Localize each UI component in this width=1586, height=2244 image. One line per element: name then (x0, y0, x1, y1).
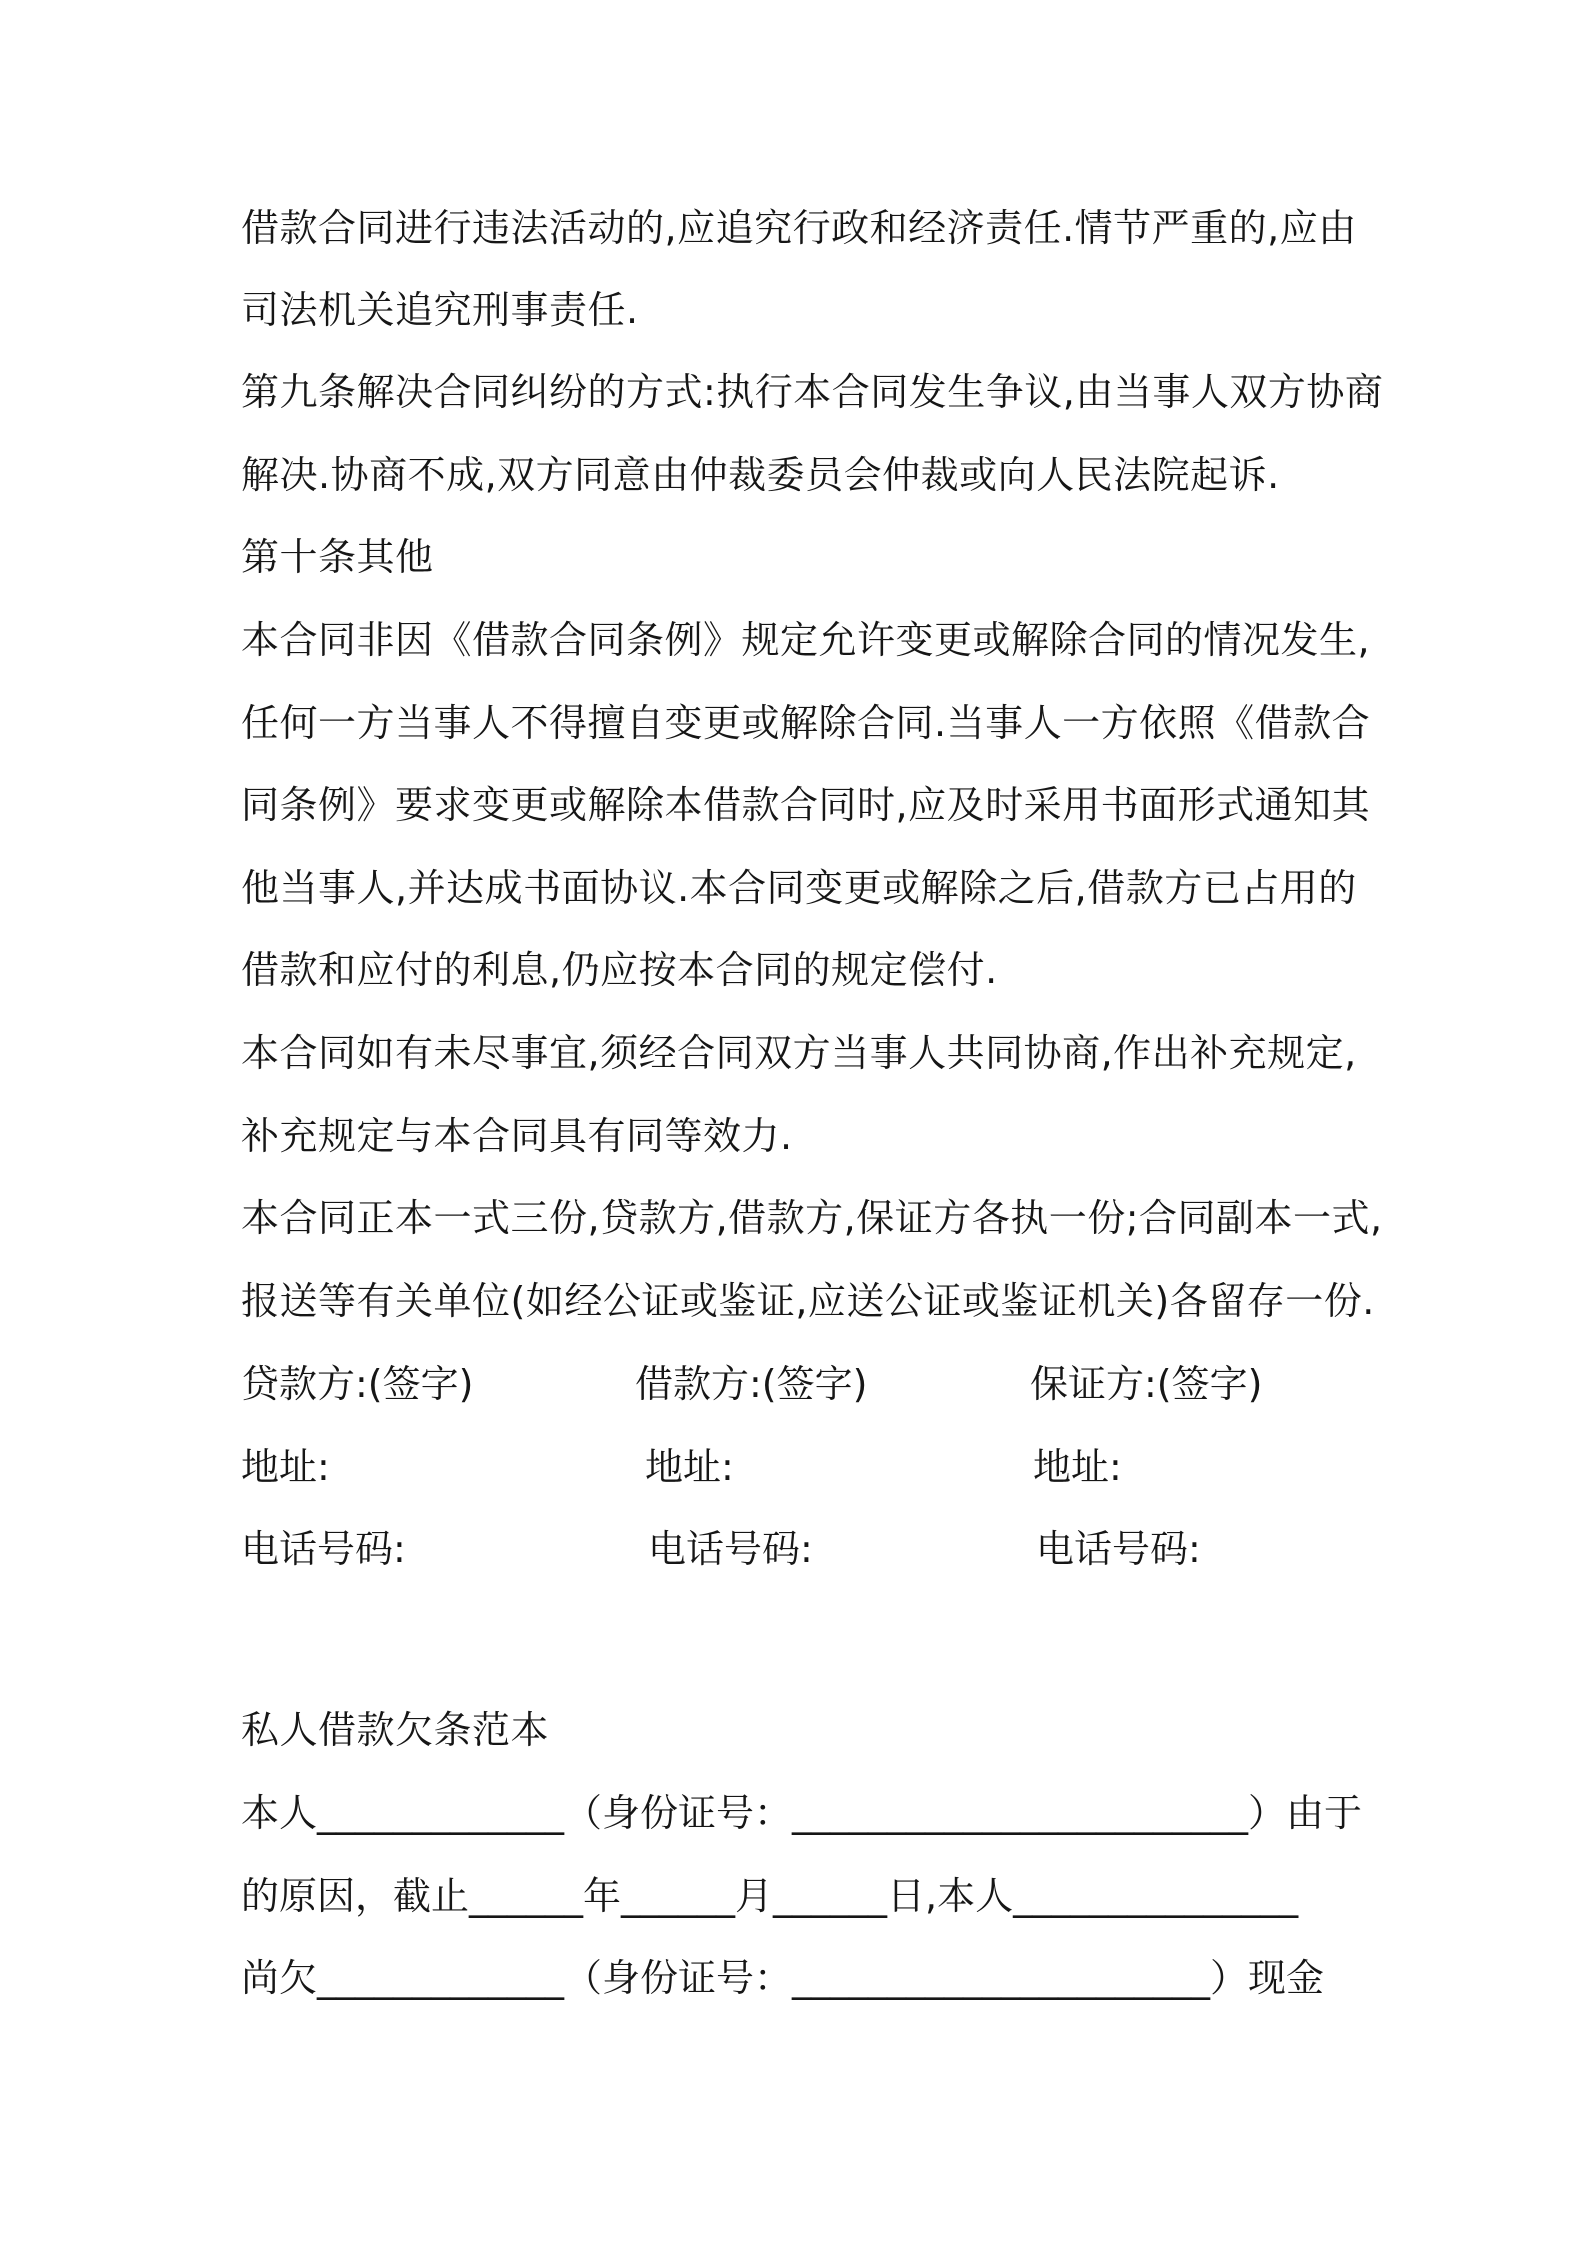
iou-line-2: 的原因，截止______年______月______日,本人_______________ (241, 1874, 1299, 1918)
copies-line-2: 报送等有关单位(如经公证或鉴证,应送公证或鉴证机关)各留存一份. (241, 1279, 1375, 1323)
article-9-line-1: 第九条解决合同纠纷的方式:执行本合同发生争议,由当事人双方协商 (241, 370, 1384, 414)
guarantor-phone-label: 电话号码: (1036, 1527, 1201, 1571)
supplement-line-2: 补充规定与本合同具有同等效力. (241, 1114, 793, 1158)
article-10-heading: 第十条其他 (241, 535, 434, 579)
body-line-1: 借款合同进行违法活动的,应追究行政和经济责任.情节严重的,应由 (241, 206, 1357, 250)
article-10-line-4: 他当事人,并达成书面协议.本合同变更或解除之后,借款方已占用的 (241, 866, 1357, 910)
copies-line-1: 本合同正本一式三份,贷款方,借款方,保证方各执一份;合同副本一式, (241, 1196, 1383, 1240)
article-10-line-3: 同条例》要求变更或解除本借款合同时,应及时采用书面形式通知其 (241, 783, 1371, 827)
borrower-phone-label: 电话号码: (648, 1527, 813, 1571)
guarantor-signature-label: 保证方:(签字) (1030, 1362, 1263, 1406)
lender-signature-label: 贷款方:(签字) (241, 1362, 474, 1406)
lender-phone-label: 电话号码: (241, 1527, 406, 1571)
borrower-signature-label: 借款方:(签字) (635, 1362, 868, 1406)
supplement-line-1: 本合同如有未尽事宜,须经合同双方当事人共同协商,作出补充规定, (241, 1031, 1357, 1075)
borrower-address-label: 地址: (645, 1445, 734, 1489)
lender-address-label: 地址: (241, 1445, 330, 1489)
article-10-line-5: 借款和应付的利息,仍应按本合同的规定偿付. (241, 948, 998, 992)
iou-title: 私人借款欠条范本 (241, 1708, 550, 1752)
article-9-line-2: 解决.协商不成,双方同意由仲裁委员会仲裁或向人民法院起诉. (241, 453, 1280, 497)
iou-line-3: 尚欠_____________（身份证号：______________________）现金 (241, 1956, 1325, 2000)
guarantor-address-label: 地址: (1033, 1445, 1122, 1489)
article-10-line-2: 任何一方当事人不得擅自变更或解除合同.当事人一方依照《借款合 (241, 701, 1371, 745)
article-10-line-1: 本合同非因《借款合同条例》规定允许变更或解除合同的情况发生, (241, 618, 1371, 662)
body-line-2: 司法机关追究刑事责任. (241, 288, 639, 332)
iou-line-1: 本人_____________（身份证号：________________________）由于 (241, 1791, 1363, 1835)
